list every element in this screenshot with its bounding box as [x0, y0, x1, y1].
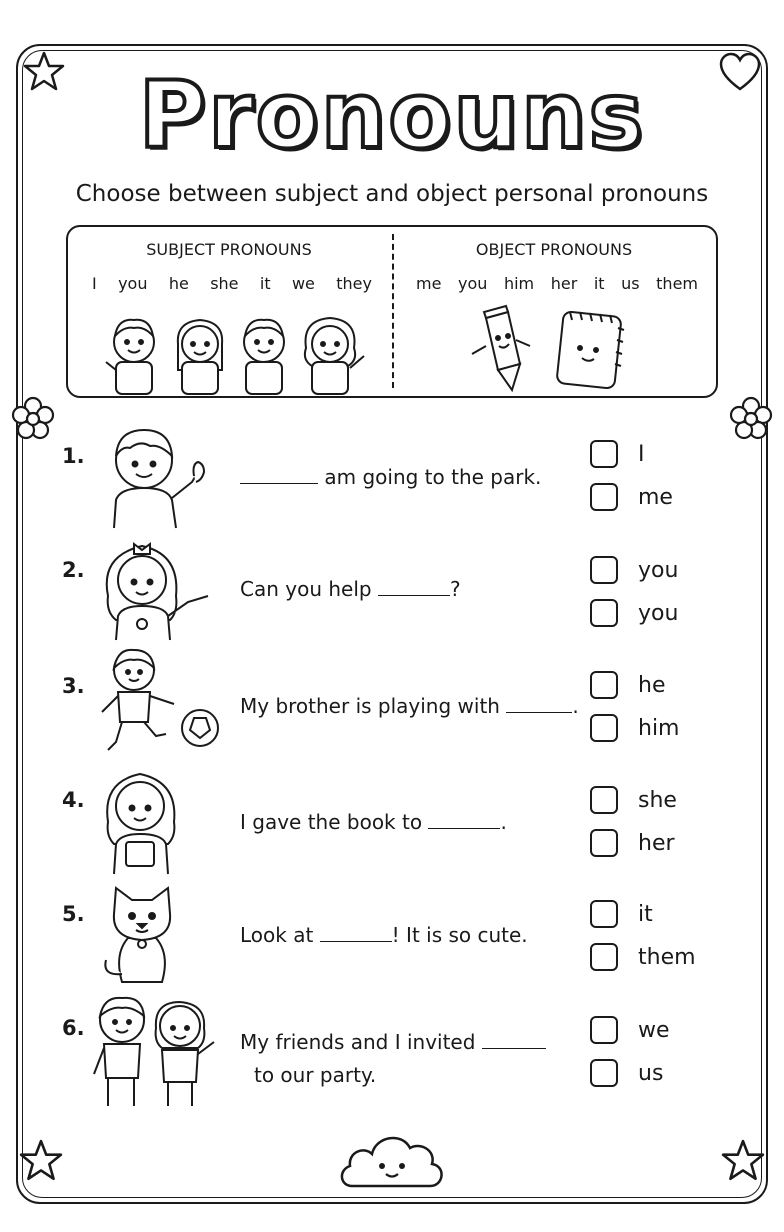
option-label: you: [638, 600, 679, 626]
sentence-text: I gave the book to: [240, 810, 429, 834]
instructions: Choose between subject and object personal pronouns: [75, 181, 709, 207]
girl-holding-book-icon: [100, 766, 182, 874]
option-row[interactable]: [590, 599, 678, 627]
checkbox[interactable]: [590, 786, 618, 814]
sentence-text: Look at: [240, 923, 320, 947]
pencil-icon: [468, 306, 534, 394]
girl-pointing-icon: [96, 536, 210, 640]
sentence-text: am going to the park.: [318, 465, 542, 489]
object-pronoun: me: [416, 274, 442, 293]
question-sentence: [240, 461, 541, 494]
boy-waving-icon: [100, 422, 208, 528]
option-row[interactable]: [590, 671, 665, 699]
kids-group-icon: [98, 308, 378, 394]
checkbox[interactable]: [590, 943, 618, 971]
object-pronoun-list: [416, 274, 698, 293]
subject-pronoun: he: [168, 274, 189, 293]
option-row[interactable]: [590, 943, 696, 971]
option-label: her: [638, 830, 675, 856]
question-number: 1.: [62, 444, 85, 468]
question-number: 3.: [62, 674, 85, 698]
star-icon: [18, 1138, 64, 1184]
option-label: we: [638, 1017, 670, 1043]
checkbox[interactable]: [590, 900, 618, 928]
cat-icon: [100, 884, 184, 986]
checkbox[interactable]: [590, 599, 618, 627]
checkbox[interactable]: [590, 483, 618, 511]
option-row[interactable]: [590, 440, 645, 468]
object-pronoun: it: [593, 274, 605, 293]
subject-pronoun: we: [291, 274, 315, 293]
sentence-text: Can you help: [240, 577, 378, 601]
answer-blank[interactable]: [428, 827, 500, 829]
question-sentence: [240, 690, 579, 723]
page-title: Pronouns: [138, 62, 646, 169]
checkbox[interactable]: [590, 556, 618, 584]
checkbox[interactable]: [590, 1016, 618, 1044]
answer-blank[interactable]: [378, 594, 450, 596]
option-label: me: [638, 484, 673, 510]
flower-icon: [10, 396, 56, 442]
checkbox[interactable]: [590, 671, 618, 699]
question-sentence: [240, 573, 461, 606]
checkbox[interactable]: [590, 1059, 618, 1087]
question-number: 5.: [62, 902, 85, 926]
option-label: it: [638, 901, 653, 927]
sentence-text: ! It is so cute.: [391, 923, 528, 947]
sentence-text: .: [500, 810, 507, 834]
option-label: she: [638, 787, 677, 813]
subject-pronoun: it: [259, 274, 271, 293]
option-row[interactable]: [590, 786, 677, 814]
sentence-text: My brother is playing with: [240, 694, 507, 718]
option-label: him: [638, 715, 680, 741]
subject-pronoun: I: [92, 274, 97, 293]
subject-pronoun: she: [210, 274, 239, 293]
option-row[interactable]: [590, 900, 653, 928]
notebook-icon: [552, 308, 632, 390]
option-row[interactable]: [590, 714, 680, 742]
object-pronouns-heading: OBJECT PRONOUNS: [475, 240, 633, 259]
subject-pronoun: they: [336, 274, 372, 293]
checkbox[interactable]: [590, 829, 618, 857]
answer-blank[interactable]: [240, 482, 318, 484]
subject-pronoun-list: [92, 274, 372, 293]
answer-blank[interactable]: [320, 940, 392, 942]
boy-kicking-ball-icon: [96, 646, 222, 756]
two-kids-icon: [88, 994, 220, 1110]
question-sentence: [240, 1026, 546, 1092]
subject-pronoun: you: [118, 274, 148, 293]
checkbox[interactable]: [590, 440, 618, 468]
sentence-text: My friends and I invited: [240, 1030, 482, 1054]
sentence-text: ?: [449, 577, 461, 601]
object-pronoun: her: [550, 274, 578, 293]
answer-blank[interactable]: [482, 1047, 546, 1049]
reference-divider: [392, 234, 394, 388]
flower-icon: [728, 396, 774, 442]
question-number: 4.: [62, 788, 85, 812]
option-label: us: [638, 1060, 664, 1086]
option-label: he: [638, 672, 666, 698]
checkbox[interactable]: [590, 714, 618, 742]
option-row[interactable]: [590, 483, 673, 511]
object-pronoun: them: [656, 274, 698, 293]
star-icon: [720, 1138, 766, 1184]
object-pronoun: him: [503, 274, 535, 293]
sentence-text: to our party.: [254, 1063, 377, 1087]
question-sentence: [240, 806, 507, 839]
sentence-text: .: [572, 694, 579, 718]
option-label: you: [638, 557, 679, 583]
option-label: I: [638, 441, 645, 467]
option-row[interactable]: [590, 1059, 663, 1087]
option-label: them: [638, 944, 696, 970]
option-row[interactable]: [590, 556, 678, 584]
option-row[interactable]: [590, 829, 675, 857]
object-pronoun: us: [621, 274, 640, 293]
question-number: 6.: [62, 1016, 85, 1040]
question-sentence: [240, 919, 528, 952]
cloud-icon: [336, 1122, 448, 1192]
question-number: 2.: [62, 558, 85, 582]
answer-blank[interactable]: [506, 711, 572, 713]
subject-pronouns-heading: SUBJECT PRONOUNS: [146, 240, 312, 259]
object-pronoun: you: [458, 274, 488, 293]
option-row[interactable]: [590, 1016, 670, 1044]
